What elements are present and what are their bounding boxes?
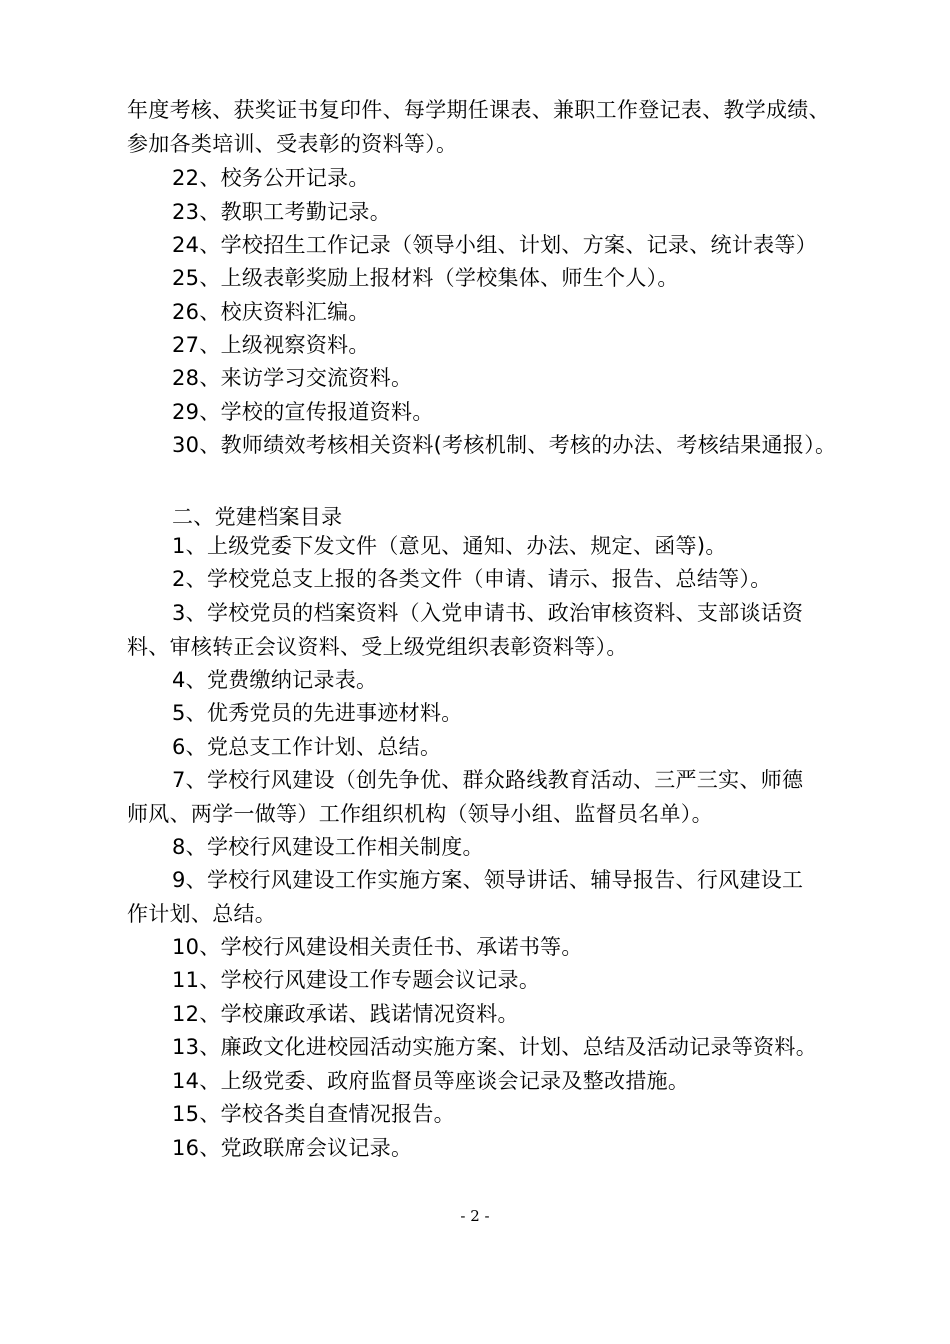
section-heading: 二、党建档案目录 [172,505,343,529]
list-item-22: 22、校务公开记录。 [172,166,370,190]
list-item-1: 1、上级党委下发文件（意见、通知、办法、规定、函等)。 [172,534,727,558]
list-item-24: 24、学校招生工作记录（领导小组、计划、方案、记录、统计表等） [172,233,818,257]
list-item-9-continued: 作计划、总结。 [127,902,277,926]
list-item-3: 3、学校党员的档案资料（入党申请书、政治审核资料、支部谈话资 [172,601,804,625]
list-item-29: 29、学校的宣传报道资料。 [172,400,434,424]
list-item-26: 26、校庆资料汇编。 [172,300,370,324]
list-item-27: 27、上级视察资料。 [172,333,370,357]
list-item-4: 4、党费缴纳记录表。 [172,668,378,692]
list-item-30: 30、教师绩效考核相关资料(考核机制、考核的办法、考核结果通报）。 [172,433,837,457]
list-item-3-continued: 料、审核转正会议资料、受上级党组织表彰资料等）。 [127,635,628,659]
list-item-11: 11、学校行风建设工作专题会议记录。 [172,968,541,992]
list-item-28: 28、来访学习交流资料。 [172,366,413,390]
list-item-7-continued: 师风、两学一做等）工作组织机构（领导小组、监督员名单）。 [127,802,713,826]
body-text-line: 年度考核、获奖证书复印件、每学期任课表、兼职工作登记表、教学成绩、 [127,98,830,122]
list-item-13: 13、廉政文化进校园活动实施方案、计划、总结及活动记录等资料。 [172,1035,818,1059]
list-item-9: 9、学校行风建设工作实施方案、领导讲话、辅导报告、行风建设工 [172,868,804,892]
list-item-12: 12、学校廉政承诺、践诺情况资料。 [172,1002,519,1026]
list-item-6: 6、党总支工作计划、总结。 [172,735,442,759]
page-number: - 2 - [460,1207,490,1225]
list-item-10: 10、学校行风建设相关责任书、承诺书等。 [172,935,583,959]
list-item-2: 2、学校党总支上报的各类文件（申请、请示、报告、总结等）。 [172,567,772,591]
list-item-25: 25、上级表彰奖励上报材料（学校集体、师生个人）。 [172,266,679,290]
list-item-5: 5、优秀党员的先进事迹材料。 [172,701,463,725]
body-text-line: 参加各类培训、受表彰的资料等）。 [127,132,458,156]
list-item-8: 8、学校行风建设工作相关制度。 [172,835,484,859]
list-item-16: 16、党政联席会议记录。 [172,1136,413,1160]
list-item-23: 23、教职工考勤记录。 [172,200,392,224]
list-item-14: 14、上级党委、政府监督员等座谈会记录及整改措施。 [172,1069,690,1093]
list-item-15: 15、学校各类自查情况报告。 [172,1102,455,1126]
list-item-7: 7、学校行风建设（创先争优、群众路线教育活动、三严三实、师德 [172,768,804,792]
